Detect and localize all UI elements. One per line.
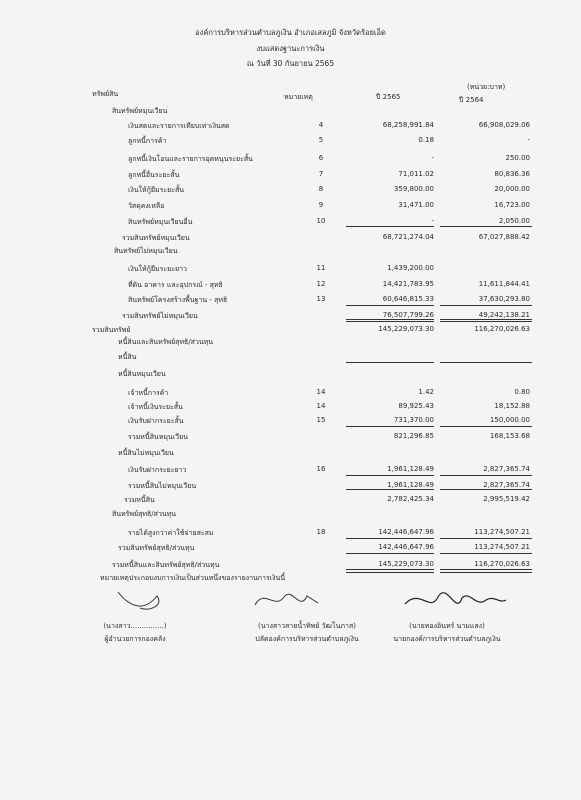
signatory-title: ผู้อำนวยการกองคลัง (104, 635, 166, 643)
row-value-2564: 20,000.00 (494, 185, 530, 193)
total-rule (440, 538, 532, 539)
row-value-2564: 80,836.36 (494, 170, 530, 178)
row-label: เงินสดและรายการเทียบเท่าเงินสด (128, 122, 230, 130)
total-rule (440, 226, 532, 227)
row-note: 16 (316, 465, 326, 473)
total-rule (346, 362, 434, 363)
row-label: รายได้สูงกว่าค่าใช้จ่ายสะสม (128, 529, 214, 537)
total-rule (440, 426, 532, 427)
row-label: เงินรับฝากระยะยาว (128, 466, 187, 474)
row-label: รวมสินทรัพย์สุทธิ/ส่วนทุน (118, 544, 195, 552)
row-label: สินทรัพย์สุทธิ/ส่วนทุน (112, 510, 177, 518)
row-value-2564: 49,242,138.21 (478, 311, 530, 319)
row-label: รวมหนี้สินและสินทรัพย์สุทธิ/ส่วนทุน (112, 561, 220, 569)
total-rule (440, 305, 532, 306)
row-value-2564: 168,153.68 (489, 432, 530, 440)
row-value-2564: 67,027,888.42 (478, 233, 530, 241)
row-note: 14 (316, 402, 326, 410)
row-label: รวมหนี้สินหมุนเวียน (128, 433, 188, 441)
row-note: 12 (316, 280, 326, 288)
row-value-2564: 37,630,293.80 (478, 295, 530, 303)
signature-2 (255, 594, 318, 605)
row-value-2565: 2,782,425.34 (387, 495, 434, 503)
total-rule (440, 553, 532, 554)
row-value-2565: 821,296.85 (393, 432, 434, 440)
row-label: เงินรับฝากระยะสั้น (128, 417, 184, 425)
total-rule (440, 489, 532, 490)
year-2564-header: ปี 2564 (459, 96, 484, 104)
year-2565-header: ปี 2565 (376, 93, 401, 101)
row-value-2565: 89,925.43 (398, 402, 434, 410)
row-value-2564: 2,995,519.42 (483, 495, 530, 503)
signatory-name: (นายทองอินทร์ นามแสง) (409, 622, 485, 630)
row-label: เจ้าหนี้เงินระยะสั้น (128, 403, 183, 411)
row-note: 11 (316, 264, 326, 272)
org-name: องค์การบริหารส่วนตำบลภูเงิน อำเภอเสลภูมิ จังหวัดร้อยเอ็ด (195, 28, 386, 37)
signatory-title: นายกองค์การบริหารส่วนตำบลภูเงิน (393, 635, 501, 643)
unit-label: (หน่วย:บาท) (467, 83, 506, 91)
row-label: ลูกหนี้การค้า (128, 137, 167, 145)
row-value-2564: 18,152.88 (494, 402, 530, 410)
row-value-2564: 116,270,026.63 (474, 325, 530, 333)
signature-1 (118, 592, 159, 609)
row-note: 6 (318, 154, 324, 162)
row-value-2565: 1,961,128.49 (387, 481, 434, 489)
row-value-2565: 68,258,991.84 (382, 121, 434, 129)
row-label: สินทรัพย์หมุนเวียน (112, 107, 168, 115)
row-note: 10 (316, 217, 326, 225)
row-value-2565: 71,011.02 (398, 170, 434, 178)
row-value-2565: 1,961,128.49 (387, 465, 434, 473)
total-rule (440, 572, 532, 573)
note-column-header: หมายเหตุ (284, 93, 313, 101)
row-label: ลูกหนี้เงินโอนและรายการอุดหนุนระยะสั้น (128, 155, 253, 163)
footnote: หมายเหตุประกอบงบการเงินเป็นส่วนหนึ่งของรายงานการเงินนี้ (100, 574, 286, 582)
total-rule (440, 569, 532, 570)
row-note: 5 (318, 136, 324, 144)
total-rule (346, 305, 434, 306)
row-value-2564: 66,908,029.06 (478, 121, 530, 129)
statement-date: ณ วันที่ 30 กันยายน 2565 (246, 59, 335, 68)
total-rule (440, 319, 532, 320)
signatory-name: (นางสาวสายน้ำทิพย์ วัฒโนภาส) (258, 622, 356, 630)
row-value-2565: 145,229,073.30 (378, 560, 434, 568)
total-rule (346, 538, 434, 539)
row-label: เงินให้กู้ยืมระยะสั้น (128, 186, 185, 194)
row-value-2564: 0.80 (514, 388, 530, 396)
total-rule (346, 475, 434, 476)
row-label: ที่ดิน อาคาร และอุปกรณ์ - สุทธิ (128, 281, 223, 289)
total-rule (346, 319, 434, 320)
row-note: 8 (318, 185, 324, 193)
row-value-2564: 150,000.00 (489, 416, 530, 424)
row-value-2565: - (431, 154, 434, 162)
row-value-2565: 1.42 (418, 388, 434, 396)
row-value-2565: 1,439,200.00 (387, 264, 434, 272)
row-value-2565: 14,421,783.95 (382, 280, 434, 288)
row-value-2565: 31,471.00 (398, 201, 434, 209)
row-label: หนี้สินและสินทรัพย์สุทธิ/ส่วนทุน (118, 338, 214, 346)
row-note: 9 (318, 201, 324, 209)
total-rule (346, 226, 434, 227)
row-value-2565: 731,370.00 (393, 416, 434, 424)
row-label: สินทรัพย์ไม่หมุนเวียน (114, 247, 178, 255)
total-rule (440, 321, 532, 322)
row-label: หนี้สินไม่หมุนเวียน (118, 449, 174, 457)
row-value-2564: 16,723.00 (494, 201, 530, 209)
row-value-2564: 2,050.00 (498, 217, 530, 225)
row-label: รวมสินทรัพย์ไม่หมุนเวียน (122, 312, 198, 320)
row-value-2565: 142,446,647.96 (378, 528, 434, 536)
row-label: รวมหนี้สิน (124, 496, 155, 504)
row-note: 4 (318, 121, 324, 129)
row-note: 15 (316, 416, 326, 424)
row-note: 14 (316, 388, 326, 396)
row-label: เงินให้กู้ยืมระยะยาว (128, 265, 187, 273)
row-value-2565: 145,229,073.30 (378, 325, 434, 333)
total-rule (440, 362, 532, 363)
row-label: รวมหนี้สินไม่หมุนเวียน (128, 482, 197, 490)
total-rule (346, 426, 434, 427)
row-value-2565: 68,721,274.04 (382, 233, 434, 241)
row-label: รวมสินทรัพย์ (92, 326, 131, 334)
signature-3 (405, 593, 506, 604)
row-value-2565: 0.18 (418, 136, 434, 144)
signatory-title: ปลัดองค์การบริหารส่วนตำบลภูเงิน (255, 635, 359, 643)
row-value-2564: 113,274,507.21 (474, 543, 530, 551)
total-rule (346, 321, 434, 322)
row-value-2565: 359,800.00 (393, 185, 434, 193)
row-value-2564: 11,611,844.41 (478, 280, 530, 288)
row-label: รวมสินทรัพย์หมุนเวียน (122, 234, 190, 242)
row-value-2564: 2,827,365.74 (483, 481, 530, 489)
row-value-2564: 116,270,026.63 (474, 560, 530, 568)
row-label: วัสดุคงเหลือ (128, 202, 165, 210)
row-value-2565: 142,446,647.96 (378, 543, 434, 551)
row-value-2564: 113,274,507.21 (474, 528, 530, 536)
row-note: 13 (316, 295, 326, 303)
row-value-2564: 2,827,365.74 (483, 465, 530, 473)
row-label: สินทรัพย์โครงสร้างพื้นฐาน - สุทธิ (128, 296, 228, 304)
row-label: สินทรัพย์หมุนเวียนอื่น (128, 218, 193, 226)
row-note: 18 (316, 528, 326, 536)
row-label: หนี้สิน (118, 353, 137, 361)
row-value-2565: 76,507,799.26 (382, 311, 434, 319)
row-value-2565: - (431, 217, 434, 225)
row-value-2565: 60,646,815.33 (382, 295, 434, 303)
row-note: 7 (318, 170, 324, 178)
row-label: ลูกหนี้อื่นระยะสั้น (128, 171, 180, 179)
total-rule (346, 569, 434, 570)
total-rule (440, 475, 532, 476)
row-value-2564: - (527, 136, 530, 144)
statement-title: งบแสดงฐานะการเงิน (256, 44, 325, 53)
row-label: เจ้าหนี้การค้า (128, 389, 169, 397)
total-rule (346, 553, 434, 554)
signatory-name: (นางสาว...............) (103, 622, 167, 630)
asset-heading: ทรัพย์สิน (92, 90, 119, 98)
total-rule (346, 489, 434, 490)
row-label: หนี้สินหมุนเวียน (118, 370, 166, 378)
row-value-2564: 250.00 (505, 154, 530, 162)
total-rule (346, 572, 434, 573)
